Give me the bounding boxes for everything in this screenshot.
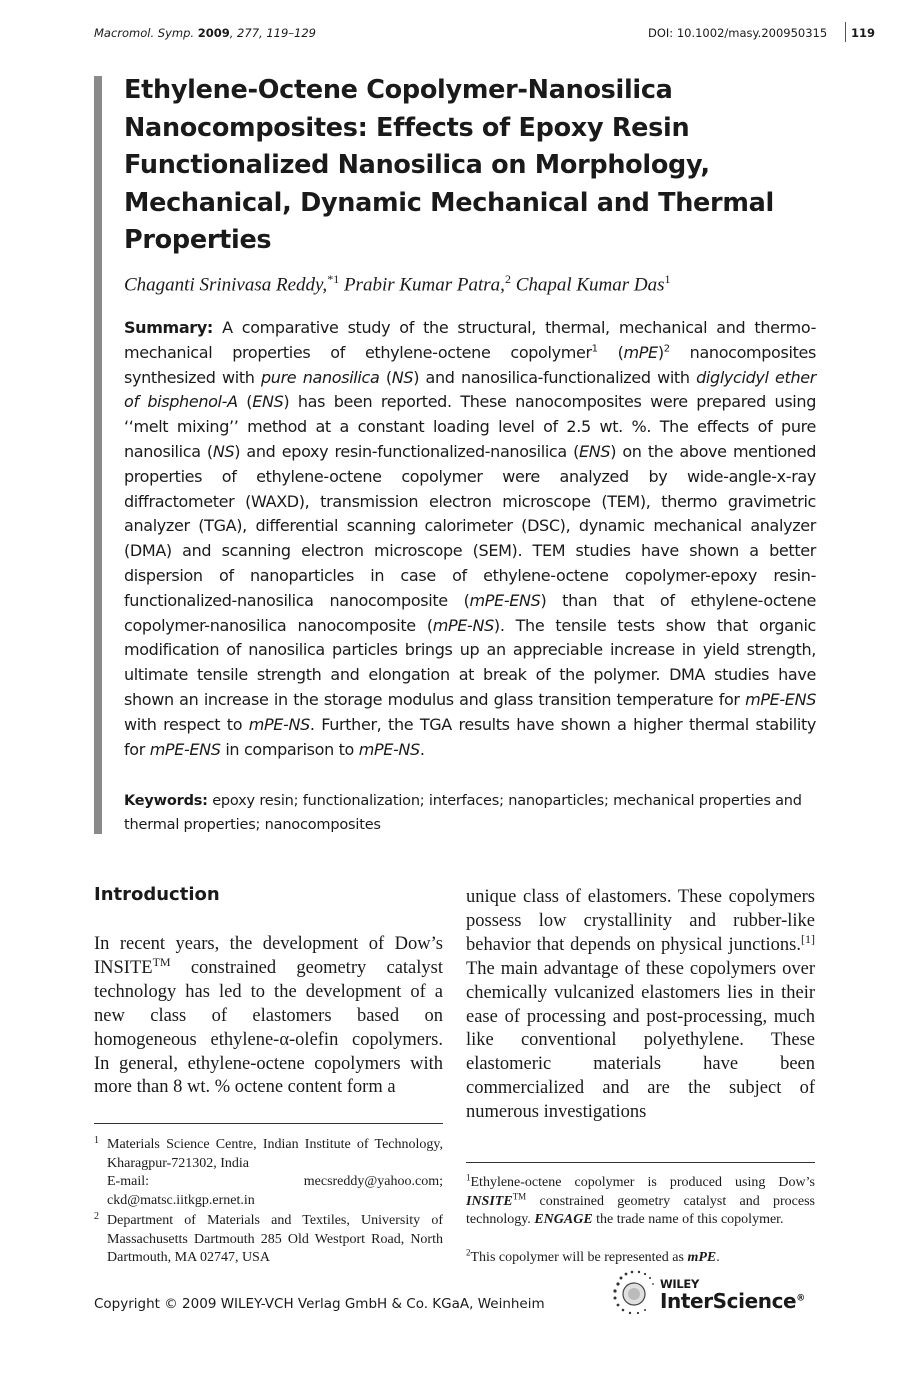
journal-volume-pages: , 277, 119–129 bbox=[229, 26, 316, 40]
footnote-term: INSITE bbox=[466, 1193, 513, 1209]
summary-text: ) and epoxy resin-functionalized-nanosilica ( bbox=[234, 441, 579, 461]
logo-wiley-label: WILEY bbox=[660, 1277, 699, 1291]
abstract-summary bbox=[124, 316, 816, 762]
author-name: Chapal Kumar Das bbox=[515, 274, 665, 296]
footnote-term: ENGAGE bbox=[534, 1212, 593, 1228]
footnote-text: the trade name of this copolymer. bbox=[592, 1212, 784, 1228]
footnote-number: 2 bbox=[466, 1247, 471, 1258]
header-divider bbox=[845, 22, 846, 42]
keywords-label: Keywords: bbox=[124, 793, 208, 809]
summary-text: . Further, the TGA results have shown a higher thermal stability for bbox=[124, 714, 816, 759]
footnote-number: 1 bbox=[466, 1172, 471, 1183]
summary-term: mPE bbox=[623, 342, 658, 362]
body-text: In recent years, the development of Dow’s INSITE bbox=[94, 934, 443, 978]
body-column-right bbox=[466, 886, 815, 1125]
summary-text: ) bbox=[657, 342, 664, 362]
text-footnote bbox=[466, 1249, 815, 1268]
summary-term: mPE-ENS bbox=[469, 590, 541, 610]
footnote-text: . bbox=[716, 1250, 720, 1265]
affiliation-footnote bbox=[107, 1212, 443, 1268]
summary-label: Summary: bbox=[124, 318, 213, 337]
body-text: The main advantage of these copolymers over chemically vulcanized elastomers lies in their ease of processing and post-processing, much like conventional polyethylene. These elastomeric materials have been commercialized and are the subject of numerous investigations bbox=[466, 958, 815, 1123]
summary-text: with respect to bbox=[124, 714, 249, 734]
affiliation-number: 1 bbox=[94, 1135, 99, 1146]
author-affiliation-mark: 1 bbox=[664, 272, 671, 286]
summary-term: mPE-ENS bbox=[745, 689, 816, 709]
footnote-divider bbox=[94, 1123, 443, 1124]
article-title: Ethylene-Octene Copolymer-Nanosilica Nanocomposites: Effects of Epoxy Resin Functionalized Nanosilica on Morphology, Mechanical, Dynamic Mechanical and Thermal Properties bbox=[124, 75, 774, 255]
citation-ref[interactable]: [1] bbox=[801, 931, 815, 946]
footnote-text: constrained geometry catalyst and process technology. bbox=[466, 1193, 815, 1228]
summary-term: NS bbox=[212, 441, 235, 461]
summary-text: ). The tensile tests show that organic modification of nanosilica particles brings up an appreciable increase in yield strength, ultimate tensile strength and elongation at break of the polymer. DMA studies have shown an increase in the storage modulus and glass transition temperature for bbox=[124, 615, 816, 709]
summary-term: diglycidyl ether of bisphenol-A bbox=[124, 367, 816, 412]
journal-citation bbox=[94, 26, 316, 40]
footnote-text: Ethylene-octene copolymer is produced using Dow’s bbox=[470, 1175, 815, 1190]
footnote-ref: 2 bbox=[663, 343, 670, 355]
summary-term: ENS bbox=[579, 441, 611, 461]
page-number: 119 bbox=[851, 26, 876, 40]
summary-term: mPE-NS bbox=[358, 739, 420, 759]
journal-year: 2009 bbox=[197, 26, 230, 40]
summary-term: pure nanosilica bbox=[260, 367, 380, 387]
text-footnote bbox=[466, 1174, 815, 1230]
summary-term: NS bbox=[391, 367, 414, 387]
author-name: Prabir Kumar Patra, bbox=[343, 274, 505, 296]
summary-term: mPE-NS bbox=[432, 615, 494, 635]
keywords bbox=[124, 789, 816, 837]
summary-text: A comparative study of the structural, thermal, mechanical and thermo-mechanical properties of ethylene-octene copolymer bbox=[124, 318, 816, 362]
footnote-ref: 1 bbox=[591, 343, 598, 355]
trademark-mark: TM bbox=[152, 954, 171, 969]
body-column-left bbox=[94, 933, 443, 1100]
summary-text: nanocomposites synthesized with bbox=[124, 342, 816, 387]
summary-text: ) on the above mentioned properties of ethylene-octene copolymer were analyzed by wide-angle-x-ray diffractometer (WAXD), transmission electron microscope (TEM), thermo gravimetric analyzer (TGA), differential scanning calorimeter (DSC), dynamic mechanical analyzer (DMA) and scanning electron microscope (SEM). TEM studies have shown a better dispersion of nanoparticles in case of ethylene-octene copolymer-epoxy resin-functionalized-nanosilica nanocomposite ( bbox=[124, 441, 817, 610]
body-text: constrained geometry catalyst technology has led to the development of a new class of elastomers based on homogeneous ethylene-α-olefin copolymers. In general, ethylene-octene copolymers with more than 8 wt. % octene content form a bbox=[94, 957, 443, 1098]
summary-term: ENS bbox=[252, 392, 284, 412]
journal-name: Macromol. Symp. bbox=[94, 26, 195, 40]
affiliation-number: 2 bbox=[94, 1211, 99, 1222]
summary-text: in comparison to bbox=[220, 739, 359, 759]
copyright-notice: Copyright © 2009 WILEY-VCH Verlag GmbH & Co. KGaA, Weinheim bbox=[94, 1296, 545, 1312]
summary-text: ) and nanosilica-functionalized with bbox=[413, 367, 697, 387]
author-affiliation-mark: *1 bbox=[327, 272, 340, 286]
logo-interscience-label: InterScience bbox=[660, 1289, 797, 1313]
summary-text: ( bbox=[597, 342, 624, 362]
affiliation-footnote bbox=[107, 1136, 443, 1210]
footnote-divider bbox=[466, 1162, 815, 1163]
footnote-text: This copolymer will be represented as bbox=[470, 1250, 688, 1265]
doi[interactable]: DOI: 10.1002/masy.200950315 bbox=[648, 26, 828, 40]
author-list bbox=[124, 272, 671, 296]
affiliation-text: Department of Materials and Textiles, University of Massachusetts Dartmouth 285 Old Westport Road, North Dartmouth, MA 02747, USA bbox=[107, 1213, 443, 1266]
author-affiliation-mark: 2 bbox=[504, 272, 511, 286]
body-text: unique class of elastomers. These copolymers possess low crystallinity and rubber-like behavior that depends on physical junctions. bbox=[466, 887, 815, 955]
summary-text: ) has been reported. These nanocomposites were prepared using ‘‘melt mixing’’ method at a constant loading level of 2.5 wt. %. The effects of pure nanosilica ( bbox=[124, 392, 816, 461]
keywords-text: epoxy resin; functionalization; interfaces; nanoparticles; mechanical properties and thermal properties; nanocomposites bbox=[124, 793, 802, 833]
summary-text: . bbox=[419, 739, 425, 759]
registered-mark: ® bbox=[796, 1293, 805, 1304]
affiliation-text: Materials Science Centre, Indian Institute of Technology, Kharagpur-721302, India bbox=[107, 1137, 443, 1171]
summary-text: ) than that of ethylene-octene copolymer-nanosilica nanocomposite ( bbox=[124, 590, 816, 635]
summary-text: ( bbox=[379, 367, 392, 387]
section-heading-introduction: Introduction bbox=[94, 884, 220, 905]
author-email[interactable]: E-mail: mecsreddy@yahoo.com; ckd@matsc.iitkgp.ernet.in bbox=[107, 1174, 443, 1208]
author-name: Chaganti Srinivasa Reddy, bbox=[124, 274, 328, 296]
logo-interscience-text bbox=[660, 1289, 805, 1313]
summary-text: ( bbox=[237, 392, 253, 412]
abstract-side-bar bbox=[94, 76, 102, 834]
footnote-term: mPE bbox=[687, 1250, 717, 1265]
summary-term: mPE-NS bbox=[248, 714, 310, 734]
trademark-mark: TM bbox=[512, 1190, 527, 1201]
summary-term: mPE-ENS bbox=[149, 739, 221, 759]
